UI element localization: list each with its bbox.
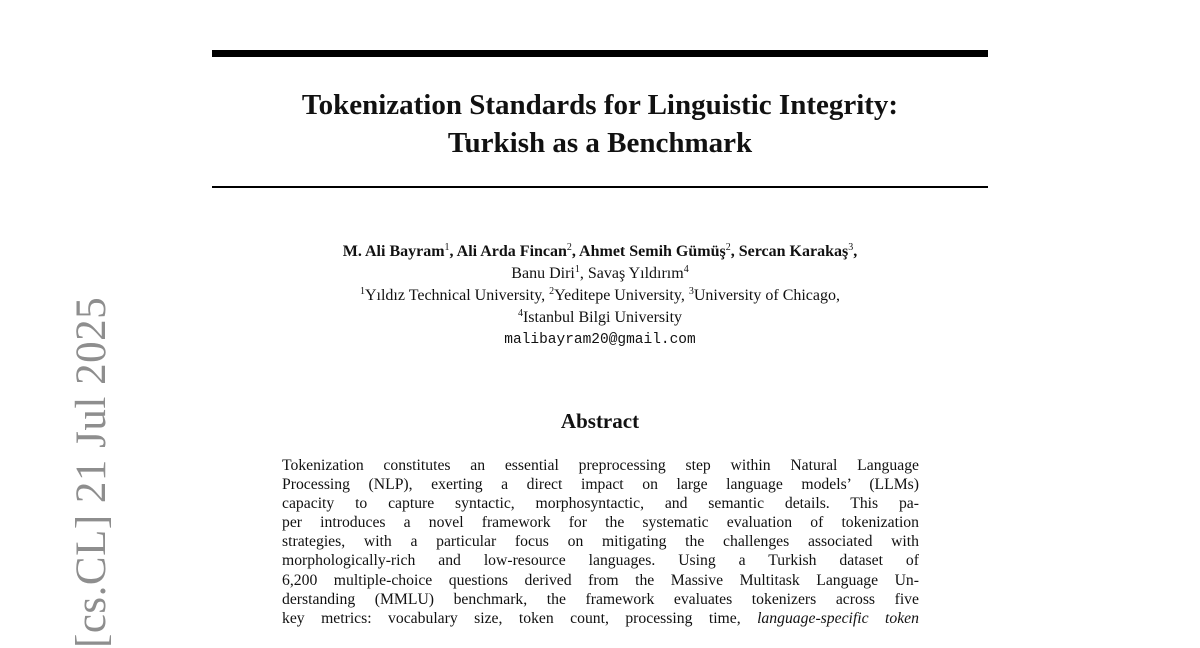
abstract-text-italic: language-specific token	[757, 609, 919, 627]
abstract-line: Processing (NLP), exerting a direct impact on large language models’ (LLMs)	[282, 476, 919, 494]
affiliation-line-1	[212, 285, 988, 307]
author-name: Savaş Yıldırım	[587, 265, 684, 282]
abstract-text-plain: key metrics: vocabulary size, token count, processing time,	[282, 609, 758, 627]
author-line-2	[212, 263, 988, 285]
author-separator: ,	[449, 243, 457, 260]
abstract-line: per introduces a novel framework for the systematic evaluation of tokenization	[282, 514, 919, 532]
abstract-line: 6,200 multiple-choice questions derived from the Massive Multitask Language Un-	[282, 571, 919, 589]
affiliation-number: 1	[359, 286, 365, 297]
author-line-1	[212, 241, 988, 263]
affiliation-name: Yeditepe University	[554, 287, 681, 304]
affiliation-name: Yıldız Technical University	[364, 287, 542, 304]
author-separator: ,	[571, 243, 580, 260]
affiliation-name: Istanbul Bilgi University	[522, 309, 683, 326]
title-top-rule	[212, 50, 988, 57]
arxiv-margin-stamp: [cs.CL] 21 Jul 2025	[68, 296, 115, 648]
author-affiliation-mark: 2	[725, 242, 731, 253]
author-affiliation-mark: 1	[574, 264, 580, 275]
abstract-line: Tokenization constitutes an essential preprocessing step within Natural Language	[282, 457, 919, 474]
contact-email: malibayram20@gmail.com	[504, 332, 696, 348]
affiliation-separator: ,	[680, 287, 689, 304]
author-separator: ,	[579, 265, 588, 282]
abstract-heading: Abstract	[560, 409, 640, 433]
author-separator: ,	[853, 243, 858, 260]
author-affiliation-mark: 3	[848, 242, 854, 253]
affiliation-name: University of Chicago	[693, 287, 837, 304]
abstract-line: capacity to capture syntactic, morphosyntactic, and semantic details. This pa-	[282, 495, 919, 513]
abstract-text	[282, 456, 919, 628]
author-name: Ali Arda Fincan	[456, 243, 567, 260]
affiliation-number: 2	[549, 286, 555, 297]
author-affiliation-mark: 4	[683, 264, 689, 275]
title-bottom-rule	[212, 186, 988, 188]
affiliation-number: 4	[517, 308, 523, 319]
abstract-line: morphologically-rich and low-resource languages. Using a Turkish dataset of	[282, 552, 919, 570]
author-affiliation-mark: 2	[566, 242, 572, 253]
author-separator: ,	[730, 243, 739, 260]
author-name: Ahmet Semih Gümüş	[579, 243, 726, 260]
title-line-2: Turkish as a Benchmark	[447, 127, 753, 159]
author-name: Sercan Karakaş	[738, 243, 849, 260]
author-affiliation-mark: 1	[444, 242, 450, 253]
author-block	[212, 241, 988, 351]
title-line-1: Tokenization Standards for Linguistic Integrity:	[301, 89, 899, 121]
affiliation-separator: ,	[541, 287, 550, 304]
author-name: Banu Diri	[511, 265, 575, 282]
author-name: M. Ali Bayram	[342, 243, 445, 260]
abstract-line-last	[282, 609, 919, 628]
affiliation-number: 3	[688, 286, 694, 297]
abstract-line: strategies, with a particular focus on mitigating the challenges associated with	[282, 533, 919, 551]
affiliation-separator: ,	[836, 287, 841, 304]
affiliation-line-2	[212, 307, 988, 329]
paper-title	[212, 86, 988, 162]
abstract-line: derstanding (MMLU) benchmark, the framework evaluates tokenizers across five	[282, 590, 919, 608]
